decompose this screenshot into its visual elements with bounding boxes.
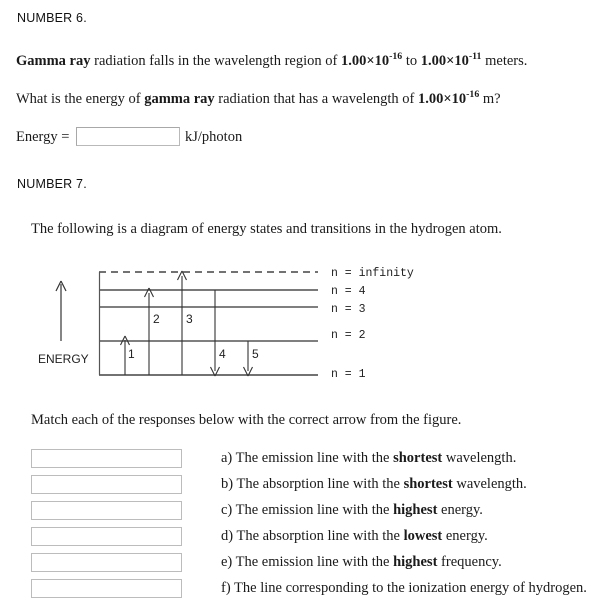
match-emphasis: highest — [393, 554, 438, 570]
match-letter: f) — [221, 580, 231, 596]
transition-arrow-3-label: 3 — [186, 312, 193, 326]
match-text-2: frequency. — [437, 554, 502, 570]
match-label-c — [221, 502, 483, 519]
match-label-f — [221, 580, 587, 597]
match-input-e[interactable] — [31, 553, 182, 572]
match-label-b — [221, 476, 527, 493]
wavelength-low-exponent: -16 — [389, 51, 403, 63]
match-instruction: Match each of the responses below with the correct arrow from the figure. — [31, 412, 462, 428]
match-label-d — [221, 528, 488, 545]
transition-arrow-2-label: 2 — [153, 312, 160, 326]
match-letter: b) — [221, 476, 234, 492]
match-text-2: energy. — [437, 502, 483, 518]
match-label-e — [221, 554, 502, 571]
gamma-ray-bold-lead: Gamma ray — [16, 53, 91, 69]
transition-arrow-1-label: 1 — [128, 347, 135, 361]
match-label-a — [221, 450, 516, 467]
match-text-1: The emission line with the — [232, 554, 394, 570]
transition-arrow-4-label: 4 — [219, 347, 226, 361]
match-input-c[interactable] — [31, 501, 182, 520]
statement-text-1: radiation falls in the wavelength region of — [90, 53, 341, 69]
match-letter: d) — [221, 528, 234, 544]
match-text-1: The emission line with the — [232, 450, 394, 466]
level-label-4: n = 4 — [331, 285, 366, 298]
question-wavelength-exponent: -16 — [466, 89, 480, 101]
match-emphasis: shortest — [403, 476, 453, 492]
match-text-2: energy. — [442, 528, 488, 544]
match-input-d[interactable] — [31, 527, 182, 546]
match-text-2: wavelength. — [452, 476, 527, 492]
match-emphasis: shortest — [393, 450, 443, 466]
match-text-1: The line corresponding to the ionization energy of hydrogen. — [230, 580, 587, 596]
energy-axis-label: ENERGY — [38, 352, 89, 366]
match-text-1: The absorption line with the — [233, 476, 404, 492]
energy-axis-arrow — [56, 281, 66, 341]
question-text-1: What is the energy of — [16, 91, 145, 107]
transition-arrow-2 — [145, 288, 154, 375]
match-text-1: The emission line with the — [232, 502, 394, 518]
wavelength-high-mantissa: 1.00×10 — [420, 53, 469, 69]
wavelength-low-mantissa: 1.00×10 — [340, 53, 390, 69]
transition-arrow-5-label: 5 — [252, 347, 259, 361]
question-7-heading: NUMBER 7. — [17, 177, 87, 191]
match-input-a[interactable] — [31, 449, 182, 468]
match-text-2: wavelength. — [442, 450, 517, 466]
energy-answer-prompt: Energy = — [16, 129, 70, 145]
match-letter: e) — [221, 554, 233, 570]
level-label-2: n = 2 — [331, 329, 366, 342]
match-emphasis: highest — [393, 502, 438, 518]
wavelength-high-exponent: -11 — [468, 51, 482, 63]
match-input-b[interactable] — [31, 475, 182, 494]
match-letter: c) — [221, 502, 233, 518]
energy-units-label: kJ/photon — [185, 129, 243, 145]
question-wavelength-mantissa: 1.00×10 — [418, 91, 467, 107]
match-emphasis: lowest — [403, 528, 443, 544]
question-text-3: m? — [479, 91, 501, 107]
match-text-1: The absorption line with the — [233, 528, 404, 544]
question-text-2: radiation that has a wavelength of — [214, 91, 418, 107]
match-input-f[interactable] — [31, 579, 182, 598]
statement-text-2: to — [402, 53, 421, 69]
gamma-ray-bold: gamma ray — [144, 91, 215, 107]
statement-text-3: meters. — [481, 53, 528, 69]
question-6-heading: NUMBER 6. — [17, 11, 87, 25]
level-label-1: n = 1 — [331, 368, 366, 381]
question-7-intro: The following is a diagram of energy states and transitions in the hydrogen atom. — [31, 221, 502, 237]
match-letter: a) — [221, 450, 233, 466]
level-label-infinity: n = infinity — [331, 267, 414, 280]
level-label-3: n = 3 — [331, 303, 366, 316]
transition-arrow-4 — [211, 290, 220, 376]
